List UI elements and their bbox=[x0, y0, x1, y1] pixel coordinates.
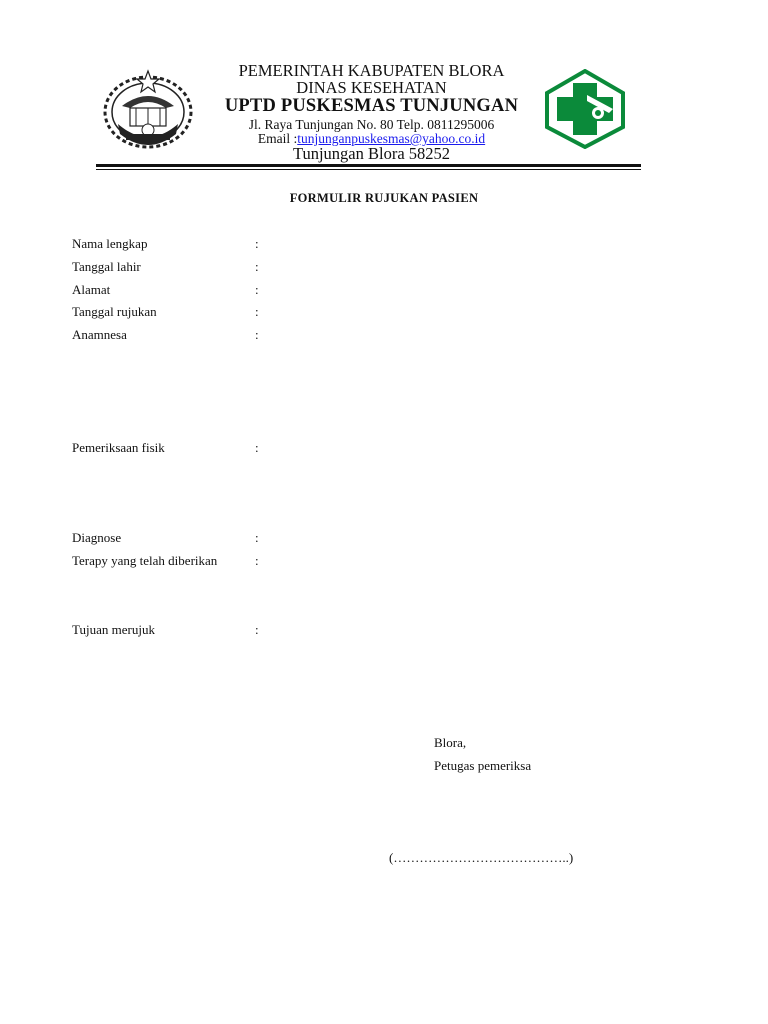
field-separator: : bbox=[255, 622, 259, 637]
field-label: Pemeriksaan fisik bbox=[72, 440, 165, 455]
form-field-tanggal-rujukan bbox=[72, 304, 259, 320]
signature-role: Petugas pemeriksa bbox=[434, 758, 532, 773]
field-separator: : bbox=[255, 553, 259, 568]
field-separator: : bbox=[255, 236, 259, 251]
email-label: Email : bbox=[257, 131, 298, 146]
form-field-anamnesa bbox=[72, 327, 259, 343]
signature-line: (…………………………………..) bbox=[389, 850, 574, 865]
field-label: Diagnose bbox=[72, 530, 122, 545]
form-title: FORMULIR RUJUKAN PASIEN bbox=[289, 191, 479, 205]
field-separator: : bbox=[255, 530, 259, 545]
department-name: DINAS KESEHATAN bbox=[296, 78, 447, 97]
field-label: Terapy yang telah diberikan bbox=[72, 553, 218, 568]
field-label: Nama lengkap bbox=[72, 236, 148, 251]
field-separator: : bbox=[255, 304, 259, 319]
field-label: Tanggal rujukan bbox=[72, 304, 157, 319]
field-label: Tanggal lahir bbox=[72, 259, 141, 274]
city-postal: Tunjungan Blora 58252 bbox=[292, 144, 451, 163]
form-field-terapy bbox=[72, 553, 259, 569]
letterhead-divider-thin bbox=[96, 169, 641, 170]
form-field-diagnose bbox=[72, 530, 259, 546]
field-separator: : bbox=[255, 327, 259, 342]
form-field-alamat bbox=[72, 282, 259, 298]
field-separator: : bbox=[255, 282, 259, 297]
government-name: PEMERINTAH KABUPATEN BLORA bbox=[238, 61, 505, 80]
institution-name: UPTD PUSKESMAS TUNJUNGAN bbox=[224, 96, 519, 116]
field-label: Anamnesa bbox=[72, 327, 127, 342]
address-line: Jl. Raya Tunjungan No. 80 Telp. 0811295006 bbox=[248, 117, 495, 132]
form-field-pemeriksaan-fisik bbox=[72, 440, 259, 456]
field-label: Tujuan merujuk bbox=[72, 622, 155, 637]
form-field-nama-lengkap bbox=[72, 236, 259, 252]
form-field-tujuan-merujuk bbox=[72, 622, 259, 638]
field-separator: : bbox=[255, 440, 259, 455]
signature-city: Blora, bbox=[434, 735, 467, 750]
letterhead-divider-thick bbox=[96, 164, 641, 167]
field-label: Alamat bbox=[72, 282, 111, 297]
field-separator: : bbox=[255, 259, 259, 274]
blora-regency-emblem-icon bbox=[96, 68, 200, 150]
form-field-tanggal-lahir bbox=[72, 259, 259, 275]
puskesmas-green-cross-logo-icon bbox=[543, 69, 627, 149]
email-link[interactable]: tunjunganpuskesmas@yahoo.co.id bbox=[297, 131, 486, 146]
